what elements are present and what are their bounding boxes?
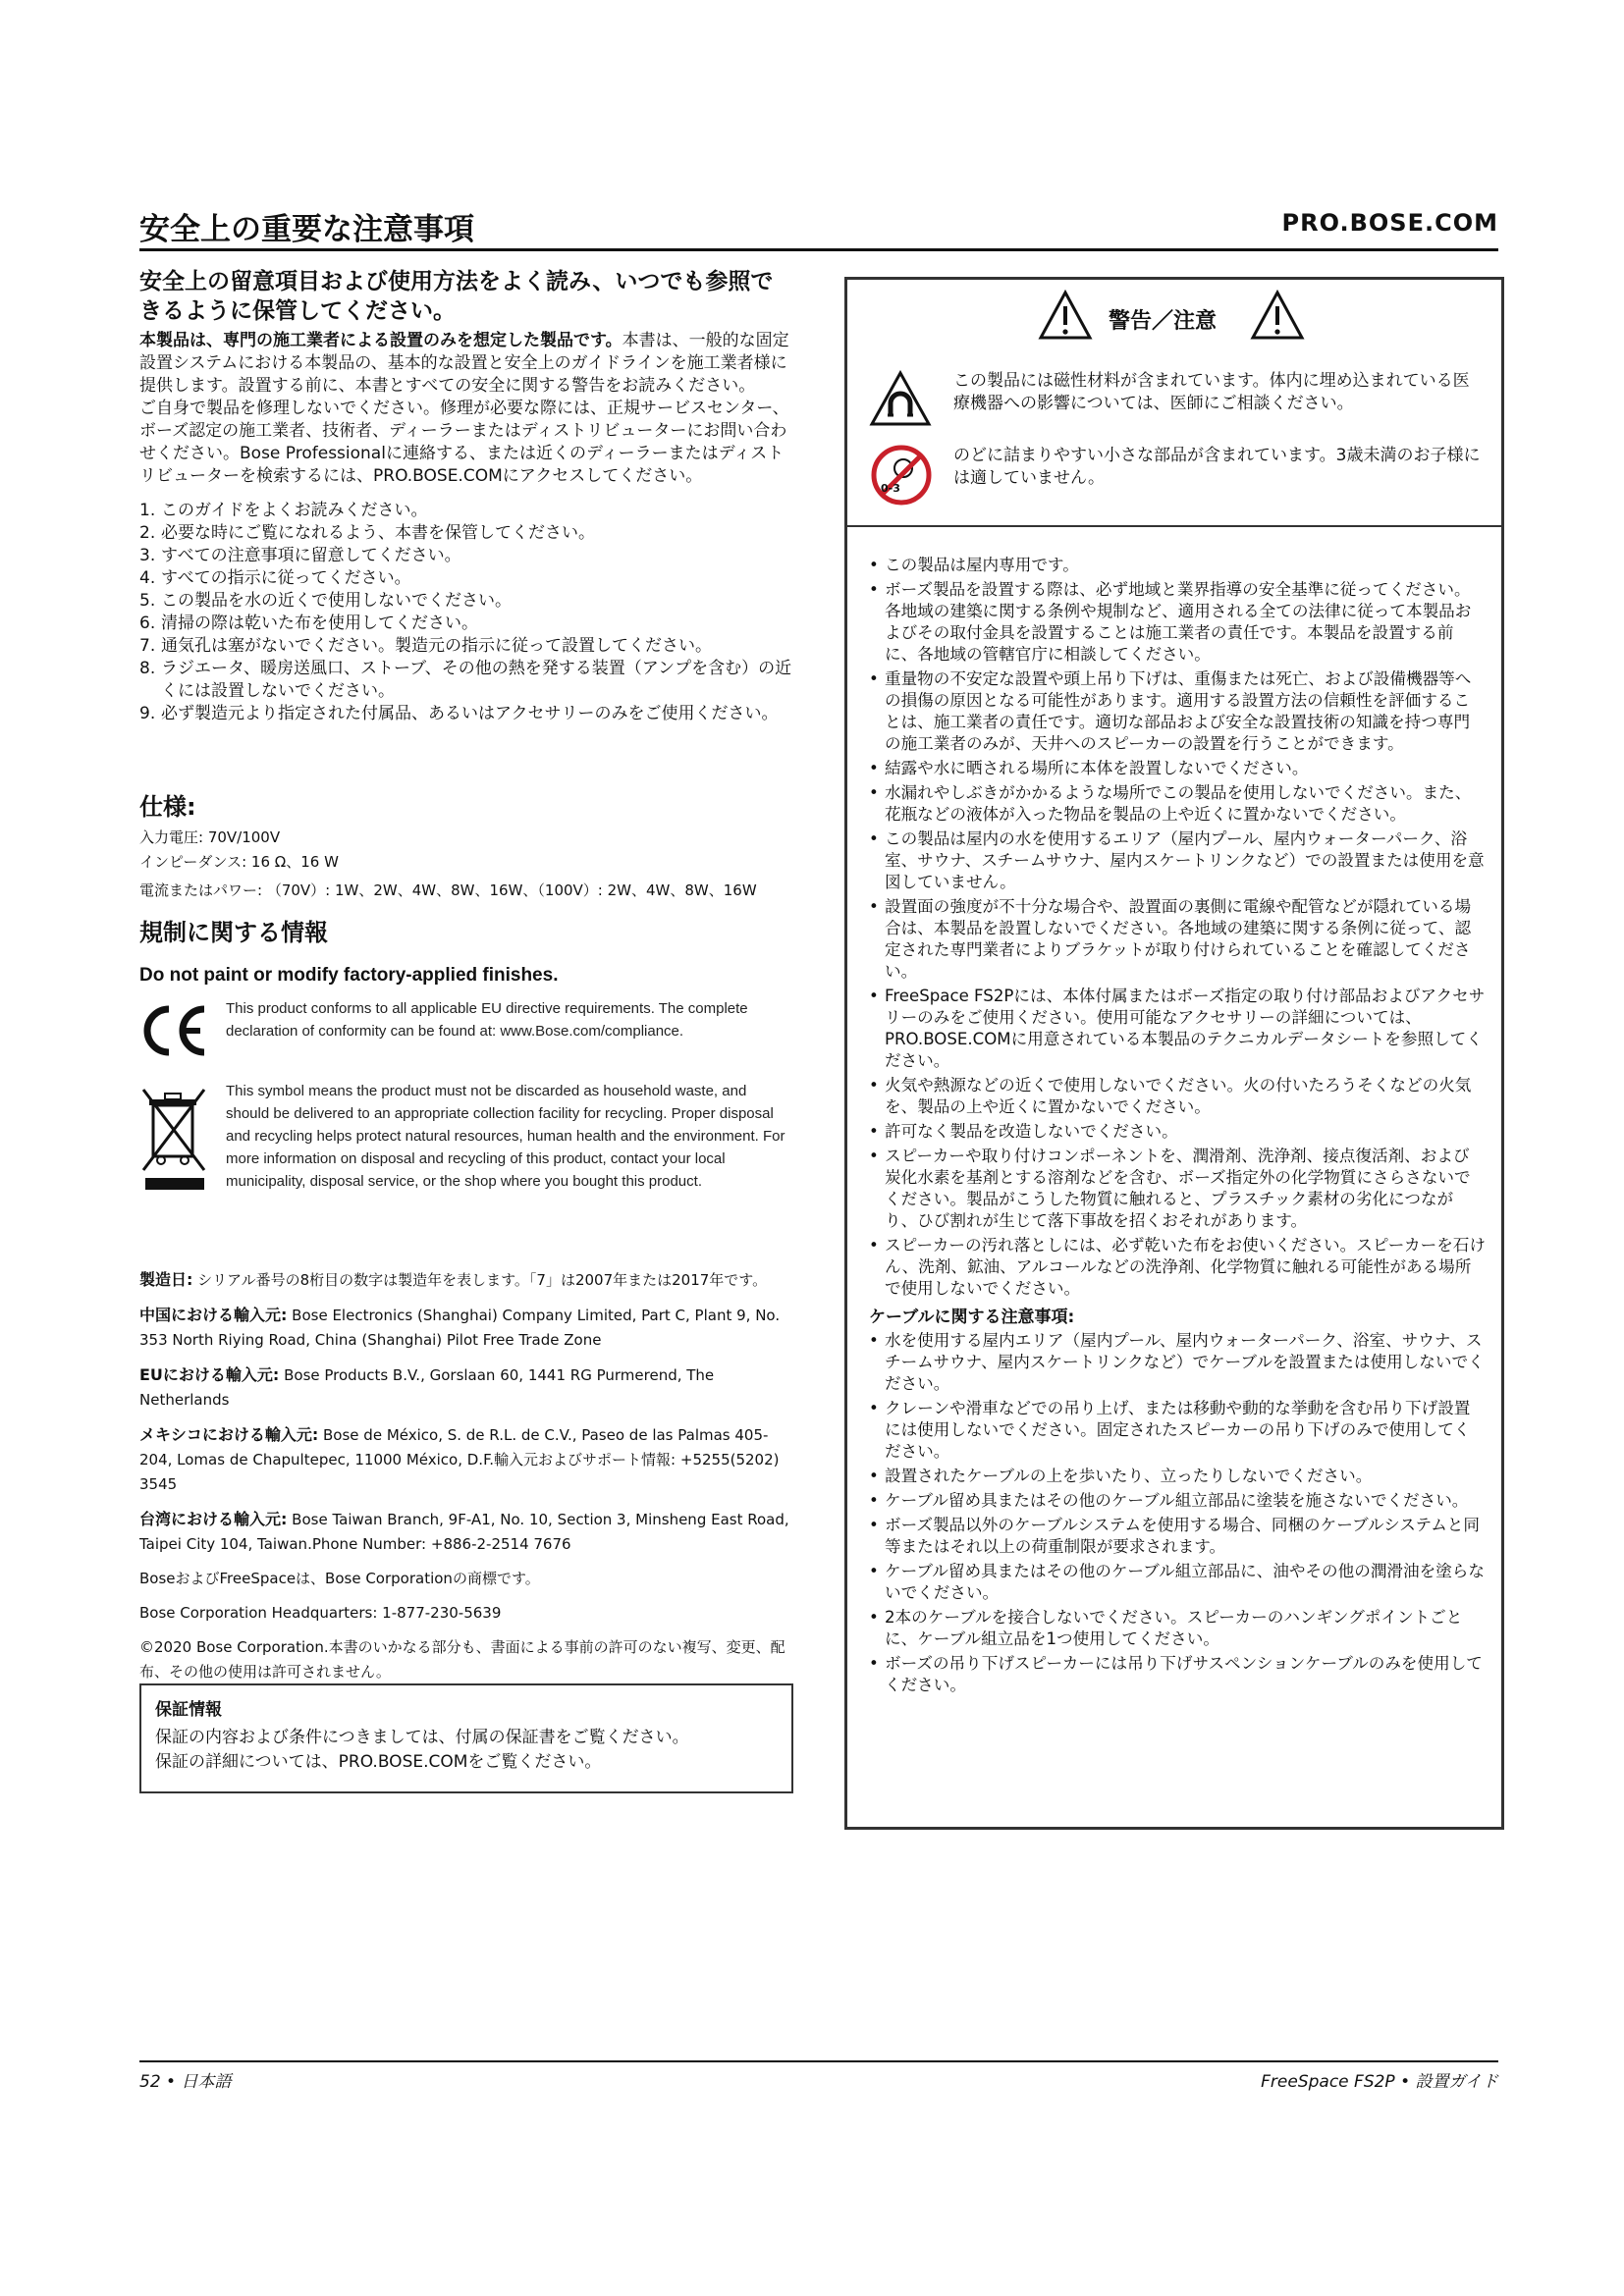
- bullet-item: • クレーンや滑車などでの吊り上げ、または移動や動的な挙動を含む吊り下げ設置には使用しないでください。固定されたスピーカーの吊り下げのみで使用してください。: [869, 1398, 1486, 1463]
- instruction-item: [139, 635, 795, 658]
- intro-lead-text: 本書は、一般的な固定設置システムにおける本製品の、基本的な設置と安全上のガイドラインを施工業者様に提供します。設置する前に、本書とすべての安全に関する警告をお読みください。: [139, 331, 789, 396]
- bullet-item: • 火気や熱源などの近くで使用しないでください。火の付いたろうそくなどの火気を、製品の上や近くに置かないでください。: [869, 1075, 1486, 1118]
- instruction-item: [139, 567, 795, 590]
- weee-bin-icon: [139, 1084, 210, 1192]
- importer-label: EUにおける輸入元:: [139, 1365, 280, 1384]
- importer-line: [139, 1601, 795, 1626]
- magnet-icon: [869, 370, 932, 427]
- instruction-number: 7.: [139, 636, 156, 656]
- importer-line: [139, 1567, 795, 1591]
- importer-text: Bose Corporation Headquarters: 1-877-230-5639: [139, 1604, 502, 1622]
- bullet-item: • ケーブル留め具またはその他のケーブル組立部品に、油やその他の潤滑油を塗らないでください。: [869, 1561, 1486, 1604]
- spec-input-voltage: 入力電圧: 70V/100V: [139, 828, 281, 846]
- intro-lead: [139, 330, 795, 398]
- footer-rule: [139, 2060, 1498, 2062]
- warnings-divider: [847, 525, 1501, 527]
- bullet-item: • ボーズ製品以外のケーブルシステムを使用する場合、同梱のケーブルシステムと同等またはそれ以上の荷重制限が要求されます。: [869, 1515, 1486, 1558]
- no-paint-warning: Do not paint or modify factory-applied finishes.: [139, 965, 559, 986]
- bullet-item: • 水漏れやしぶきがかかるような場所でこの製品を使用しないでください。また、花瓶などの液体が入った物品を製品の上や近くに置かないでください。: [869, 782, 1486, 826]
- instruction-item: [139, 522, 795, 545]
- warnings-title: 警告／注意: [1109, 309, 1218, 334]
- importer-text: Bose Products B.V., Gorslaan 60, 1441 RG Purmerend, The Netherlands: [139, 1366, 715, 1409]
- importer-text: BoseおよびFreeSpaceは、Bose Corporationの商標です。: [139, 1570, 540, 1587]
- regulatory-section: [139, 913, 795, 987]
- bullet-item: • 水を使用する屋内エリア（屋内プール、屋内ウォーターパーク、浴室、サウナ、スチームサウナ、屋内スケートリンクなど）でケーブルを設置または使用しないでください。: [869, 1330, 1486, 1395]
- instruction-number: 1.: [139, 501, 156, 520]
- instruction-number: 2.: [139, 523, 156, 543]
- instruction-item: [139, 703, 795, 725]
- bullet-item: • 結露や水に晒される場所に本体を設置しないでください。: [869, 758, 1486, 779]
- bullet-item: • ケーブル留め具またはその他のケーブル組立部品に塗装を施さないでください。: [869, 1490, 1486, 1512]
- importer-text: シリアル番号の8桁目の数字は製造年を表します。「7」は2007年または2017年です。: [192, 1271, 768, 1289]
- warning-triangle-icon: [1250, 290, 1305, 341]
- intro-lead-bold: 本製品は、専門の施工業者による設置のみを想定した製品です。: [139, 331, 623, 350]
- footer-page-number: 52 • 日本語: [139, 2072, 232, 2092]
- warning-triangle-icon: [1038, 290, 1093, 341]
- magnet-warning-text: この製品には磁性材料が含まれています。体内に埋め込まれている医療機器への影響については、医師にご相談ください。: [953, 371, 1470, 413]
- importer-line: [139, 1303, 795, 1353]
- instruction-text: この製品を水の近くで使用しないでください。: [161, 591, 512, 611]
- importer-text: Bose Taiwan Branch, 9F-A1, No. 10, Section 3, Minsheng East Road, Taipei City 104, Taiwan.Phone Number: +886-2-2514 7676: [139, 1511, 789, 1553]
- page-title: 安全上の重要な注意事項: [139, 212, 474, 247]
- instruction-number: 9.: [139, 704, 156, 723]
- instruction-item: [139, 545, 795, 567]
- instruction-text: 必要な時にご覧になれるよう、本書を保管してください。: [161, 523, 595, 543]
- instruction-text: 必ず製造元より指定された付属品、あるいはアクセサリーのみをご使用ください。: [161, 704, 779, 723]
- bullet-item: • 許可なく製品を改造しないでください。: [869, 1121, 1486, 1143]
- importer-line: [139, 1635, 795, 1684]
- bullet-item: • ボーズの吊り下げスピーカーには吊り下げサスペンションケーブルのみを使用してください。: [869, 1653, 1486, 1696]
- bullet-item: • 設置されたケーブルの上を歩いたり、立ったりしないでください。: [869, 1466, 1486, 1487]
- cable-bullet-list: [869, 1330, 1486, 1696]
- ce-mark-icon: [139, 1001, 208, 1060]
- instruction-number: 6.: [139, 614, 156, 633]
- footer-product-name: FreeSpace FS2P • 設置ガイド: [1261, 2072, 1498, 2092]
- instruction-item: [139, 590, 795, 613]
- importer-label: 中国における輸入元:: [139, 1306, 288, 1324]
- warnings-header: [847, 290, 1501, 352]
- bullet-item: • ボーズ製品を設置する際は、必ず地域と業界指導の安全基準に従ってください。各地域の建築に関する条例や規制など、適用される全ての法律に従って本製品およびその取付金具を設置することは施工業者の責任です。本製品を設置する前に、各地域の管轄官庁に相談してください。: [869, 579, 1486, 666]
- intro-section: [139, 267, 795, 725]
- weee-text: This symbol means the product must not be discarded as household waste, and should be delivered to an appropriate collection facility for recycling. Proper disposal and recycling helps protect natural resources, human health and the environment. For more information on disposal and recycling of this product, contact your local municipality, disposal service, or the shop where you bought this product.: [226, 1083, 785, 1190]
- importer-line: [139, 1422, 795, 1497]
- importer-text: Bose Electronics (Shanghai) Company Limited, Part C, Plant 9, No. 353 North Riying Road, China (Shanghai) Pilot Free Trade Zone: [139, 1307, 781, 1349]
- intro-repair: ご自身で製品を修理しないでください。修理が必要な際には、正規サービスセンター、ボーズ認定の施工業者、技術者、ディーラーまたはディストリビューターにお問い合わせください。Bose Professionalに連絡する、または近くのディーラーまたはディストリビューターを検索するには、PRO.BOSE.COMにアクセスしてください。: [139, 399, 789, 486]
- instruction-text: 清掃の際は乾いた布を使用してください。: [161, 614, 478, 633]
- bullet-item: • この製品は屋内専用です。: [869, 555, 1486, 576]
- choking-warning-text: のどに詰まりやすい小さな部品が含まれています。3歳未満のお子様には適していません。: [953, 446, 1481, 488]
- choking-hazard-icon: [871, 445, 932, 506]
- warranty-line-1: 保証の内容および条件につきましては、付属の保証書をご覧ください。: [155, 1728, 689, 1747]
- specs-heading: 仕様:: [139, 793, 196, 821]
- instruction-number: 8.: [139, 659, 156, 678]
- warranty-title: 保証情報: [155, 1700, 222, 1720]
- bullet-item: • スピーカーの汚れ落としには、必ず乾いた布をお使いください。スピーカーを石けん、洗剤、鉱油、アルコールなどの洗浄剤、化学物質に触れる可能性がある場所で使用しないでください。: [869, 1235, 1486, 1300]
- bullet-item: • この製品は屋内の水を使用するエリア（屋内プール、屋内ウォーターパーク、浴室、サウナ、スチームサウナ、屋内スケートリンクなど）での設置または使用を意図していません。: [869, 828, 1486, 893]
- importer-line: [139, 1362, 795, 1413]
- importer-line: [139, 1267, 795, 1293]
- instruction-number: 5.: [139, 591, 156, 611]
- instruction-text: すべての指示に従ってください。: [161, 568, 411, 588]
- instruction-text: すべての注意事項に留意してください。: [161, 546, 461, 565]
- instruction-item: [139, 613, 795, 635]
- safety-bullets: [869, 555, 1486, 1699]
- importer-section: [139, 1267, 795, 1694]
- bullet-item: • 設置面の強度が不十分な場合や、設置面の裏側に電線や配管などが隠れている場合は、本製品を設置しないでください。各地域の建築に関する条例に従って、認定された専門業者によりブラケットが取り付けられていることを確認してください。: [869, 896, 1486, 983]
- age-badge: 0-3: [881, 482, 900, 495]
- importer-label: 製造日:: [139, 1270, 193, 1289]
- ce-text: This product conforms to all applicable EU directive requirements. The complete declaration of conformity can be found at: www.Bose.com/compliance.: [226, 1000, 748, 1040]
- importer-line: [139, 1507, 795, 1557]
- cable-heading: ケーブルに関する注意事項:: [869, 1308, 1075, 1327]
- intro-heading: 安全上の留意項目および使用方法をよく読み、いつでも参照できるように保管してください。: [139, 269, 774, 324]
- spec-impedance: インピーダンス: 16 Ω、16 W: [139, 853, 339, 871]
- bullet-item: • 2本のケーブルを接合しないでください。スピーカーのハンギングポイントごとに、ケーブル組立品を1つ使用してください。: [869, 1607, 1486, 1650]
- importer-label: 台湾における輸入元:: [139, 1510, 288, 1528]
- warranty-line-2: 保証の詳細については、PRO.BOSE.COMをご覧ください。: [155, 1752, 602, 1772]
- specs-section: [139, 787, 795, 903]
- importer-label: メキシコにおける輸入元:: [139, 1425, 319, 1444]
- instruction-text: ラジエータ、暖房送風口、ストーブ、その他の熱を発する装置（アンプを含む）の近くには設置しないでください。: [161, 659, 792, 701]
- site-url: PRO.BOSE.COM: [1281, 209, 1498, 237]
- top-rule: [139, 248, 1498, 251]
- instruction-item: [139, 500, 795, 522]
- choking-warning: [869, 445, 1484, 513]
- bullet-item: • FreeSpace FS2Pには、本体付属またはボーズ指定の取り付け部品およびアクセサリーのみをご使用ください。使用可能なアクセサリーの詳細については、PRO.BOSE.COMに用意されている本製品のテクニカルデータシートを参照してください。: [869, 986, 1486, 1072]
- instruction-item: [139, 658, 795, 703]
- importer-text: ©2020 Bose Corporation.本書のいかなる部分も、書面による事前の許可のない複写、変更、配布、その他の使用は許可されません。: [139, 1638, 785, 1681]
- instruction-number: 4.: [139, 568, 156, 588]
- warranty-box: [139, 1683, 793, 1793]
- instructions-list: [139, 500, 795, 725]
- safety-bullet-list: [869, 555, 1486, 1300]
- warnings-box: [844, 277, 1504, 1830]
- regulatory-heading: 規制に関する情報: [139, 919, 328, 946]
- instruction-text: 通気孔は塞がないでください。製造元の指示に従って設置してください。: [161, 636, 712, 656]
- instruction-number: 3.: [139, 546, 156, 565]
- bullet-item: • スピーカーや取り付けコンポーネントを、潤滑剤、洗浄剤、接点復活剤、および炭化水素を基剤とする溶剤などを含む、ボーズ指定外の化学物質にさらさないでください。製品がこうした物質に触れると、プラスチック素材の劣化につながり、ひび割れが生じて落下事故を招くおそれがあります。: [869, 1146, 1486, 1232]
- spec-power: 電流またはパワー: （70V）: 1W、2W、4W、8W、16W、（100V）: 2W、4W、8W、16W: [139, 881, 757, 899]
- importer-text: Bose de México, S. de R.L. de C.V., Paseo de las Palmas 405-204, Lomas de Chapultepec, 11000 México, D.F.輸入元およびサポート情報: +5255(5202) 3545: [139, 1426, 780, 1493]
- instruction-text: このガイドをよくお読みください。: [161, 501, 428, 520]
- bullet-item: • 重量物の不安定な設置や頭上吊り下げは、重傷または死亡、および設備機器等への損傷の原因となる可能性があります。適用する設置方法の信頼性を評価することは、施工業者の責任です。適切な部品および安全な設置技術の知識を持つ専門の施工業者のみが、天井へのスピーカーの設置を行うことができます。: [869, 668, 1486, 755]
- magnet-warning: [869, 370, 1484, 429]
